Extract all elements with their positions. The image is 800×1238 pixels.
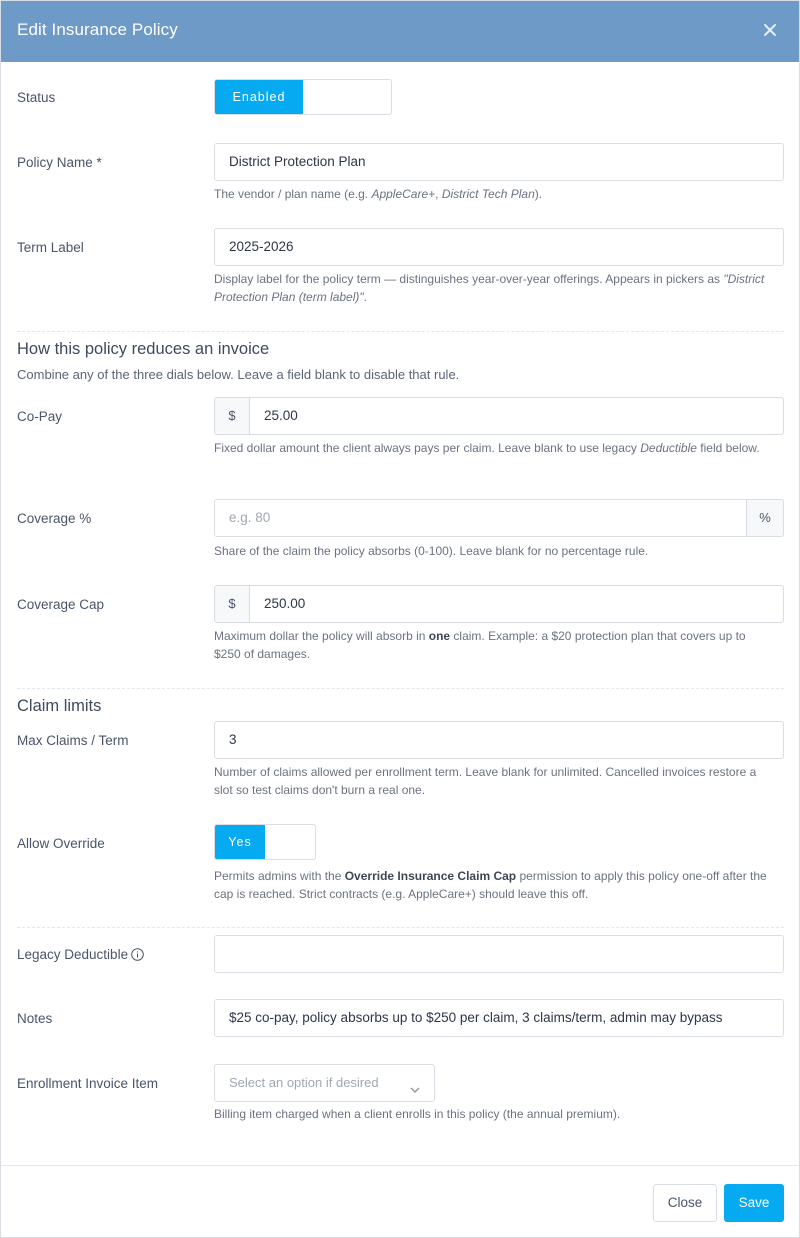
max-claims-input[interactable]: 3 [214, 721, 784, 759]
allow-override-toggle-label: Yes [215, 825, 265, 859]
enrollment-item-help: Billing item charged when a client enrolls in this policy (the annual premium). [214, 1107, 621, 1121]
co-pay-label: Co-Pay [17, 409, 63, 424]
max-claims-help: Number of claims allowed per enrollment term. Leave blank for unlimited. Cancelled invoices restore a slot so test claims don't burn a real one. [214, 765, 757, 797]
divider [17, 331, 784, 332]
term-label-input[interactable]: 2025-2026 [214, 228, 784, 266]
coverage-pct-percent-addon: % [746, 499, 784, 537]
status-toggle-label: Enabled [215, 80, 303, 114]
enrollment-item-select[interactable] [214, 1064, 435, 1102]
allow-override-label: Allow Override [17, 836, 105, 851]
co-pay-dollar-addon: $ [214, 397, 250, 435]
chevron-down-icon [408, 1075, 422, 1089]
legacy-deductible-label: Legacy Deductible [17, 947, 144, 962]
modal-title: Edit Insurance Policy [17, 20, 178, 39]
policy-name-label: Policy Name * [17, 155, 102, 170]
coverage-pct-label: Coverage % [17, 511, 92, 526]
enrollment-item-placeholder: Select an option if desired [229, 1075, 379, 1090]
max-claims-label: Max Claims / Term [17, 733, 129, 748]
co-pay-input[interactable]: 25.00 [249, 397, 784, 435]
status-label: Status [17, 90, 56, 105]
reduces-section-title: How this policy reduces an invoice [17, 340, 270, 358]
info-icon[interactable] [131, 948, 144, 961]
legacy-deductible-input[interactable] [214, 935, 784, 973]
coverage-cap-help: Maximum dollar the policy will absorb in one claim. Example: a $20 protection plan that covers up to $250 of damages. [214, 629, 746, 661]
term-label-help: Display label for the policy term — distinguishes year-over-year offerings. Appears in pickers as "District Protection Plan (term label)". [214, 272, 765, 304]
modal-header [1, 1, 799, 62]
notes-input[interactable]: $25 co-pay, policy absorbs up to $250 per claim, 3 claims/term, admin may bypass [214, 999, 784, 1037]
claim-limits-title: Claim limits [17, 697, 102, 715]
policy-name-help: The vendor / plan name (e.g. AppleCare+, District Tech Plan). [214, 187, 543, 201]
divider [17, 927, 784, 928]
enrollment-item-label: Enrollment Invoice Item [17, 1076, 159, 1091]
status-toggle[interactable] [214, 79, 392, 115]
policy-name-input[interactable]: District Protection Plan [214, 143, 784, 181]
coverage-cap-input[interactable]: 250.00 [249, 585, 784, 623]
modal-footer [1, 1165, 799, 1238]
coverage-cap-dollar-addon: $ [214, 585, 250, 623]
coverage-pct-input[interactable]: e.g. 80 [214, 499, 747, 537]
co-pay-help: Fixed dollar amount the client always pays per claim. Leave blank to use legacy Deductible field below. [214, 441, 760, 455]
close-icon[interactable] [761, 21, 779, 39]
allow-override-toggle[interactable] [214, 824, 316, 860]
allow-override-help: Permits admins with the Override Insurance Claim Cap permission to apply this policy one-off after the cap is reached. Strict contracts (e.g. AppleCare+) should leave this off. [214, 869, 767, 901]
coverage-cap-label: Coverage Cap [17, 597, 105, 612]
close-button[interactable]: Close [653, 1184, 717, 1222]
term-label-label: Term Label [17, 240, 84, 255]
coverage-pct-help: Share of the claim the policy absorbs (0-100). Leave blank for no percentage rule. [214, 544, 649, 558]
reduces-section-subtitle: Combine any of the three dials below. Leave a field blank to disable that rule. [17, 367, 460, 382]
notes-label: Notes [17, 1011, 53, 1026]
save-button[interactable]: Save [724, 1184, 784, 1222]
divider [17, 688, 784, 689]
